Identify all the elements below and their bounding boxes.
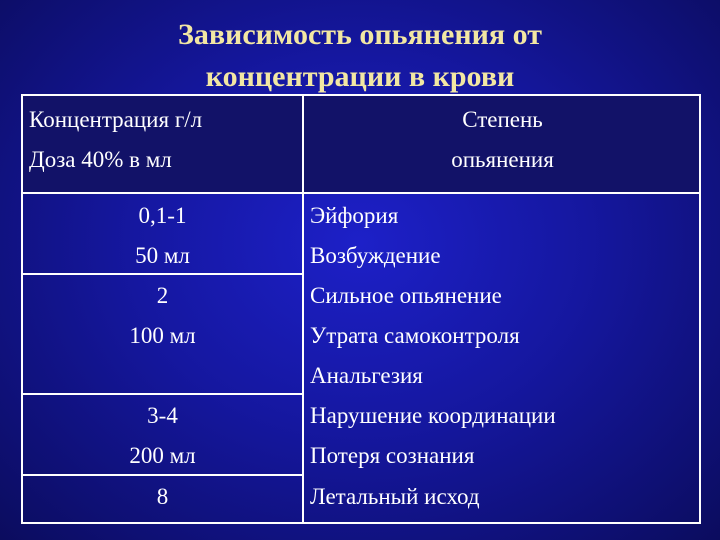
dose-cell: 100 мл bbox=[129, 323, 196, 348]
concentration-cell: 0,1-1 bbox=[138, 203, 187, 228]
header-degree: Степень bbox=[462, 107, 543, 132]
concentration-cell: 2 bbox=[156, 283, 169, 308]
row-divider bbox=[23, 393, 302, 395]
concentration-cell: 8 bbox=[156, 484, 169, 509]
effect-cell: Возбуждение bbox=[310, 243, 441, 268]
slide-title bbox=[0, 14, 720, 98]
effect-cell: Эйфория bbox=[310, 203, 399, 228]
effect-cell: Летальный исход bbox=[310, 484, 480, 509]
alcohol-table bbox=[21, 94, 701, 524]
effect-cell: Нарушение координации bbox=[310, 403, 556, 428]
dose-cell: 50 мл bbox=[135, 243, 190, 268]
concentration-cell: 3-4 bbox=[147, 403, 178, 428]
effect-cell: Утрата самоконтроля bbox=[310, 323, 520, 348]
effect-cell: Потеря сознания bbox=[310, 443, 475, 468]
header-intoxication: опьянения bbox=[451, 147, 554, 172]
header-concentration: Концентрация г/л bbox=[29, 107, 203, 132]
effect-cell: Анальгезия bbox=[310, 363, 423, 388]
dose-cell: 200 мл bbox=[129, 443, 196, 468]
effect-cell: Сильное опьянение bbox=[310, 283, 502, 308]
title-line-1: Зависимость опьянения от bbox=[178, 18, 542, 51]
title-line-2: концентрации в крови bbox=[205, 60, 515, 93]
header-dose: Доза 40% в мл bbox=[29, 147, 172, 172]
